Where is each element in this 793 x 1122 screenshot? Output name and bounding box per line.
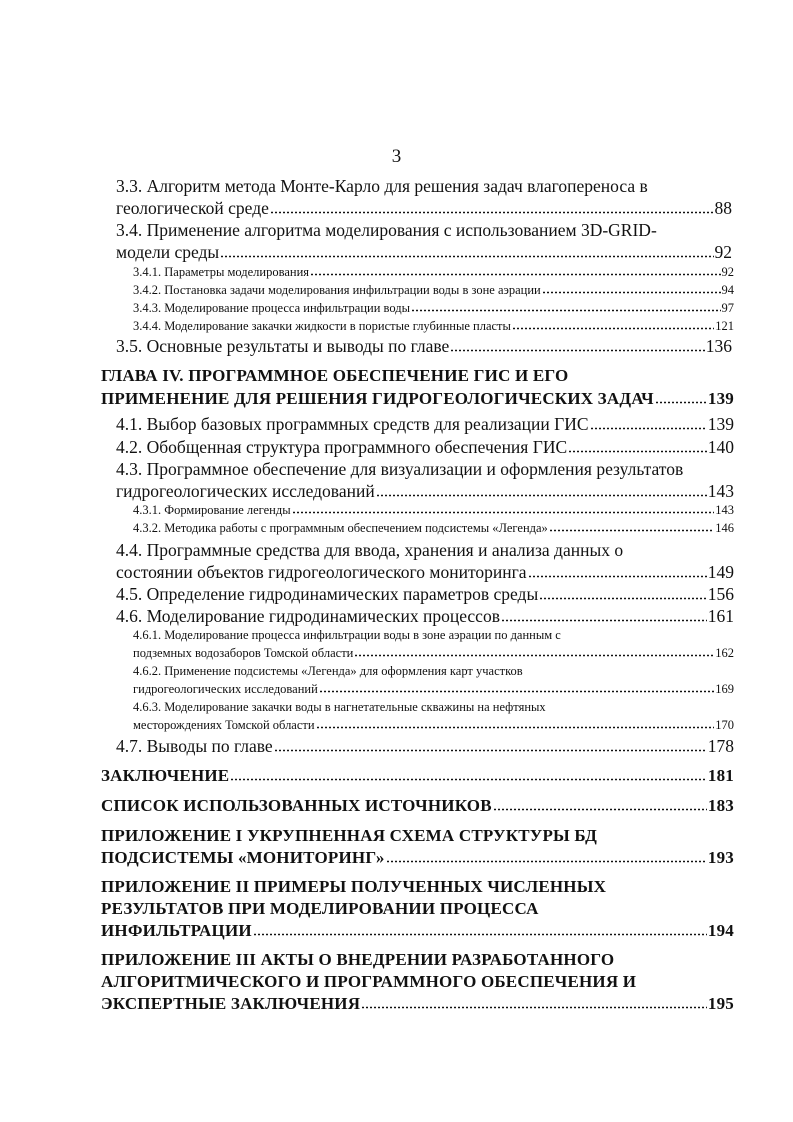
toc-title: ЗАКЛЮЧЕНИЕ (101, 766, 230, 786)
toc-page: 139 (707, 414, 734, 434)
toc-leader (655, 389, 707, 404)
toc-entry-4-6-2-line1: 4.6.2. Применение подсистемы «Легенда» для оформления карт участков (133, 664, 523, 678)
toc-page: 162 (715, 646, 734, 661)
toc-appendix-3-line2: АЛГОРИТМИЧЕСКОГО И ПРОГРАММНОГО ОБЕСПЕЧЕНИЯ И (101, 972, 637, 991)
toc-entry-4-6-3[interactable] (133, 718, 734, 733)
toc-page: 140 (707, 437, 734, 457)
toc-page: 136 (705, 336, 732, 356)
toc-title: 4.7. Выводы по главе (116, 736, 273, 756)
toc-leader (310, 265, 720, 276)
toc-page: 146 (715, 521, 734, 536)
toc-title: 4.2. Обобщенная структура программного обеспечения ГИС (116, 437, 568, 457)
toc-page: 143 (707, 481, 734, 501)
toc-leader (539, 584, 707, 600)
toc-appendix-3-line1: ПРИЛОЖЕНИЕ III АКТЫ О ВНЕДРЕНИИ РАЗРАБОТАННОГО (101, 950, 615, 969)
toc-page: 181 (707, 766, 734, 786)
toc-title: 3.4.1. Параметры моделирования (133, 265, 310, 280)
toc-leader (319, 682, 714, 693)
toc-entry-4-2[interactable] (116, 437, 734, 458)
toc-page: 92 (721, 265, 734, 280)
toc-title: гидрогеологических исследований (116, 481, 375, 501)
toc-entry-4-3-line1: 4.3. Программное обеспечение для визуализации и оформления результатов (116, 459, 684, 479)
toc-entry-4-3-1[interactable] (133, 503, 734, 518)
toc-leader (376, 481, 707, 497)
toc-leader (354, 646, 714, 657)
toc-title: состоянии объектов гидрогеологического мониторинга (116, 562, 527, 582)
toc-page: 149 (707, 562, 734, 582)
toc-leader (542, 283, 721, 294)
toc-entry-3-3-line1: 3.3. Алгоритм метода Монте-Карло для решения задач влагопереноса в (116, 176, 648, 196)
toc-entry-4-6-2[interactable] (133, 682, 734, 697)
toc-leader (361, 994, 707, 1009)
toc-title: 4.3.2. Методика работы с программным обеспечением подсистемы «Легенда» (133, 521, 548, 536)
toc-entry-4-6-1-line1: 4.6.1. Моделирование процесса инфильтрации воды в зоне аэрации по данным с (133, 628, 561, 642)
toc-leader (450, 336, 704, 352)
toc-title: 4.6. Моделирование гидродинамических процессов (116, 606, 500, 626)
toc-entry-4-4[interactable] (116, 562, 734, 583)
toc-leader (568, 437, 707, 453)
toc-appendix-1-line1: ПРИЛОЖЕНИЕ I УКРУПНЕННАЯ СХЕМА СТРУКТУРЫ БД (101, 826, 598, 845)
toc-leader (386, 848, 707, 863)
toc-title: 4.5. Определение гидродинамических параметров среды (116, 584, 539, 604)
toc-leader (292, 503, 715, 514)
toc-page: 92 (714, 242, 732, 262)
toc-title: ЭКСПЕРТНЫЕ ЗАКЛЮЧЕНИЯ (101, 994, 361, 1014)
toc-page: 194 (707, 921, 734, 941)
toc-title: 3.4.3. Моделирование процесса инфильтрации воды (133, 301, 410, 316)
toc-leader (501, 606, 707, 622)
toc-appendix-1[interactable] (101, 848, 734, 868)
toc-page: 169 (715, 682, 734, 697)
toc-entry-4-3[interactable] (116, 481, 734, 502)
toc-title: ПОДСИСТЕМЫ «МОНИТОРИНГ» (101, 848, 385, 868)
toc-entry-3-4[interactable] (116, 242, 732, 263)
toc-page: 161 (707, 606, 734, 626)
toc-title: 4.3.1. Формирование легенды (133, 503, 291, 518)
toc-appendix-2-line2: РЕЗУЛЬТАТОВ ПРИ МОДЕЛИРОВАНИИ ПРОЦЕССА (101, 899, 539, 918)
toc-page: 195 (707, 994, 734, 1014)
toc-appendix-2[interactable] (101, 921, 734, 941)
toc-leader (411, 301, 721, 312)
toc-title: геологической среде (116, 198, 269, 218)
toc-title: гидрогеологических исследований (133, 682, 318, 697)
toc-entry-3-4-1[interactable] (133, 265, 734, 280)
toc-entry-4-6-3-line1: 4.6.3. Моделирование закачки воды в нагнетательные скважины на нефтяных (133, 700, 546, 714)
toc-chapter-4-line1: ГЛАВА IV. ПРОГРАММНОЕ ОБЕСПЕЧЕНИЕ ГИС И ЕГО (101, 366, 569, 385)
toc-leader (316, 718, 715, 729)
toc-title: 3.4.2. Постановка задачи моделирования инфильтрации воды в зоне аэрации (133, 283, 541, 298)
toc-appendix-2-line1: ПРИЛОЖЕНИЕ II ПРИМЕРЫ ПОЛУЧЕННЫХ ЧИСЛЕННЫХ (101, 877, 607, 896)
toc-leader (253, 921, 707, 936)
toc-page: 97 (721, 301, 734, 316)
toc-title: 3.4.4. Моделирование закачки жидкости в пористые глубинные пласты (133, 319, 511, 334)
toc-leader (528, 562, 707, 578)
toc-leader (549, 521, 714, 532)
toc-title: СПИСОК ИСПОЛЬЗОВАННЫХ ИСТОЧНИКОВ (101, 796, 492, 816)
toc-entry-3-4-line1: 3.4. Применение алгоритма моделирования с использованием 3D-GRID- (116, 220, 657, 240)
toc-page: 121 (715, 319, 734, 334)
toc-entry-4-4-line1: 4.4. Программные средства для ввода, хранения и анализа данных о (116, 540, 624, 560)
toc-page: 139 (707, 389, 734, 409)
toc-page: 156 (707, 584, 734, 604)
toc-entry-3-4-4[interactable] (133, 319, 734, 334)
toc-title: ПРИМЕНЕНИЕ ДЛЯ РЕШЕНИЯ ГИДРОГЕОЛОГИЧЕСКИХ ЗАДАЧ (101, 389, 654, 409)
toc-page: 193 (707, 848, 734, 868)
toc-appendix-3[interactable] (101, 994, 734, 1014)
toc-leader (230, 766, 707, 781)
toc-title: 4.1. Выбор базовых программных средств для реализации ГИС (116, 414, 589, 434)
toc-entry-3-4-2[interactable] (133, 283, 734, 298)
toc-leader (220, 242, 713, 258)
toc-chapter-4[interactable] (101, 389, 734, 409)
toc-leader (590, 414, 707, 430)
toc-entry-4-1[interactable] (116, 414, 734, 435)
toc-entry-4-3-2[interactable] (133, 521, 734, 536)
toc-title: ИНФИЛЬТРАЦИИ (101, 921, 252, 941)
toc-page: 170 (715, 718, 734, 733)
toc-page: 143 (715, 503, 734, 518)
toc-conclusion[interactable] (101, 766, 734, 786)
toc-page: 94 (721, 283, 734, 298)
toc-entry-4-5[interactable] (116, 584, 734, 605)
toc-page: 183 (707, 796, 734, 816)
page-number: 3 (391, 146, 402, 167)
toc-title: 3.5. Основные результаты и выводы по главе (116, 336, 450, 356)
toc-references[interactable] (101, 796, 734, 816)
toc-leader (270, 198, 714, 214)
toc-page: 178 (707, 736, 734, 756)
toc-entry-3-3[interactable] (116, 198, 732, 219)
toc-page: 88 (714, 198, 732, 218)
toc-title: месторождениях Томской области (133, 718, 315, 733)
toc-title: модели среды (116, 242, 220, 262)
toc-entry-4-6[interactable] (116, 606, 734, 627)
toc-title: подземных водозаборов Томской области (133, 646, 354, 661)
toc-leader (493, 796, 707, 811)
toc-entry-4-6-1[interactable] (133, 646, 734, 661)
toc-leader (274, 736, 707, 752)
toc-entry-3-4-3[interactable] (133, 301, 734, 316)
toc-entry-3-5[interactable] (116, 336, 732, 357)
toc-leader (512, 319, 714, 330)
toc-entry-4-7[interactable] (116, 736, 734, 757)
